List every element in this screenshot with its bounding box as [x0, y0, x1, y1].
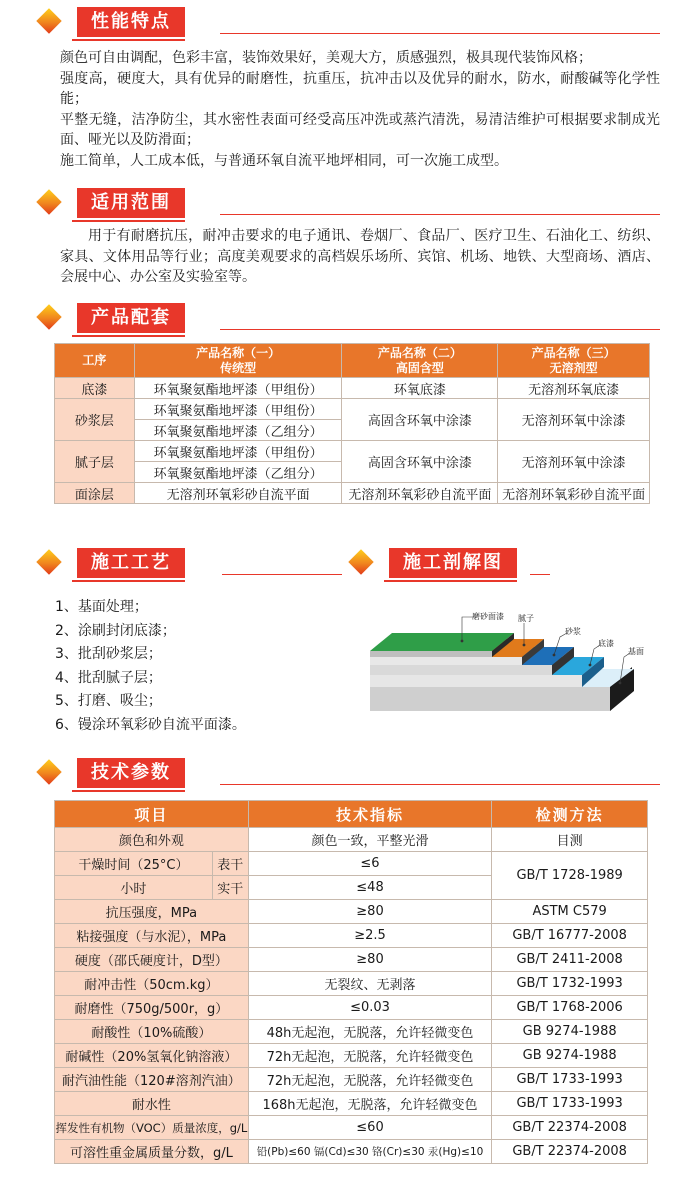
param-method: GB/T 1733-1993: [492, 1068, 648, 1092]
param-method: GB/T 16777-2008: [492, 924, 648, 948]
param-value: ≥80: [248, 948, 492, 972]
table-cell: 环氧聚氨酯地坪漆（甲组份）: [134, 378, 342, 399]
param-value: 颜色一致，平整光滑: [248, 828, 492, 852]
table-cell: 环氧聚氨酯地坪漆（甲组份）: [134, 399, 342, 420]
param-value: 48h无起泡，无脱落，允许轻微变色: [248, 1020, 492, 1044]
list-item: 5、打磨、吸尘；: [55, 693, 162, 709]
mortar-layer: [370, 665, 552, 675]
diamond-icon: [36, 189, 61, 214]
products-table: [54, 343, 650, 504]
label-base: 基面: [628, 647, 644, 656]
table-cell: 高固含环氧中涂漆: [342, 399, 498, 441]
param-value: 72h无起泡，无脱落，允许轻微变色: [248, 1068, 492, 1092]
table-row: [55, 900, 648, 924]
heading-rule: [220, 33, 660, 34]
list-item: 1、基面处理；: [55, 599, 148, 615]
params-table: [54, 800, 648, 1164]
param-value: ≤60: [248, 1116, 492, 1140]
features-title: 性能特点: [77, 7, 185, 37]
topcoat-surface: [370, 633, 514, 651]
table-row: [55, 441, 650, 462]
topcoat-side: [370, 651, 492, 657]
header-cell: 技术指标: [248, 801, 492, 828]
header-cell: 检测方法: [492, 801, 648, 828]
param-subitem: 表干: [212, 852, 248, 876]
param-method: GB/T 1768-2006: [492, 996, 648, 1020]
param-value: ≤0.03: [248, 996, 492, 1020]
label-mortar: 砂浆: [565, 627, 581, 636]
table-cell: 无溶剂环氧彩砂自流平面: [134, 483, 342, 504]
row-label: 腻子层: [55, 441, 135, 483]
table-row: [55, 378, 650, 399]
table-cell: 无溶剂环氧中涂漆: [498, 441, 650, 483]
param-value: 72h无起泡，无脱落，允许轻微变色: [248, 1044, 492, 1068]
leader-dot: [461, 640, 464, 643]
param-method: GB/T 22374-2008: [492, 1116, 648, 1140]
heading-rule: [530, 574, 550, 575]
param-method: GB/T 22374-2008: [492, 1140, 648, 1164]
feature-paragraph: 施工简单，人工成本低，与普通环氧自流平地坪相同，可一次施工成型。: [60, 152, 508, 169]
scope-title: 适用范围: [77, 188, 185, 218]
param-item: 耐水性: [55, 1092, 249, 1116]
table-cell: 无溶剂环氧彩砂自流平面: [498, 483, 650, 504]
list-item: 2、涂刷封闭底漆；: [55, 622, 176, 639]
layer-diagram: [362, 605, 662, 730]
diamond-icon: [36, 549, 61, 574]
heading-rule: [220, 329, 660, 330]
row-label: 底漆: [55, 378, 135, 399]
table-row: [55, 483, 650, 504]
param-item: 耐碱性（20%氢氧化钠溶液）: [55, 1044, 249, 1068]
table-cell: 环氧聚氨酯地坪漆（乙组分）: [134, 420, 342, 441]
table-cell: 无溶剂环氧彩砂自流平面: [342, 483, 498, 504]
param-value: ≥80: [248, 900, 492, 924]
feature-paragraph: 颜色可自由调配，色彩丰富，装饰效果好，美观大方，质感强烈，极具现代装饰风格；: [60, 50, 592, 66]
leader-dot: [589, 664, 592, 667]
param-method: 目测: [492, 828, 648, 852]
table-row: [55, 1092, 648, 1116]
header-cell: 工序: [55, 344, 135, 378]
list-item: 4、批刮腻子层；: [55, 669, 162, 686]
param-item: 耐汽油性能（120#溶剂汽油）: [55, 1068, 249, 1092]
leader-dot: [553, 654, 556, 657]
leader-dot: [523, 644, 526, 647]
putty-layer: [370, 657, 522, 665]
primer-layer: [370, 675, 582, 687]
list-item: 3、批刮砂浆层；: [55, 646, 162, 662]
param-method: GB 9274-1988: [492, 1044, 648, 1068]
feature-paragraph: 平整无缝，洁净防尘，其水密性表面可经受高压冲洗或蒸汽清洗，易清洁维护可根据要求制成光面、哑光以及防滑面；: [60, 111, 660, 148]
diamond-icon: [348, 549, 373, 574]
table-cell: 无溶剂环氧中涂漆: [498, 399, 650, 441]
table-cell: 无溶剂环氧底漆: [498, 378, 650, 399]
param-method: GB/T 1728-1989: [492, 852, 648, 900]
row-label: 面涂层: [55, 483, 135, 504]
table-row: [55, 948, 648, 972]
table-row: [55, 996, 648, 1020]
param-value: 168h无起泡，无脱落，允许轻微变色: [248, 1092, 492, 1116]
table-row: [55, 1116, 648, 1140]
param-method: GB/T 1732-1993: [492, 972, 648, 996]
table-cell: 环氧聚氨酯地坪漆（甲组份）: [134, 441, 342, 462]
param-subitem: 实干: [212, 876, 248, 900]
label-topcoat: 磨砂面漆: [472, 612, 504, 621]
param-method: ASTM C579: [492, 900, 648, 924]
table-header-row: [55, 801, 648, 828]
param-item: 小时: [55, 876, 213, 900]
param-item: 硬度（邵氏硬度计，D型）: [55, 948, 249, 972]
table-row: [55, 1068, 648, 1092]
param-item: 干燥时间（25°C）: [55, 852, 213, 876]
diagram-title: 施工剖解图: [389, 548, 517, 578]
leader-dot: [619, 682, 622, 685]
header-cell: 产品名称（一） 传统型: [134, 344, 342, 378]
features-text: [60, 48, 660, 171]
table-row: [55, 828, 648, 852]
base-slab: [370, 687, 610, 711]
diamond-icon: [36, 8, 61, 33]
scope-text: [60, 226, 660, 288]
process-title: 施工工艺: [77, 548, 185, 578]
param-method: GB/T 1733-1993: [492, 1092, 648, 1116]
param-method: GB/T 2411-2008: [492, 948, 648, 972]
param-value: ≤48: [248, 876, 492, 900]
products-title: 产品配套: [77, 303, 185, 333]
label-primer: 底漆: [598, 639, 614, 648]
heading-rule: [220, 214, 660, 215]
diamond-icon: [36, 304, 61, 329]
header-cell: 项目: [55, 801, 249, 828]
header-cell: 产品名称（二） 高固含型: [342, 344, 498, 378]
table-cell: 环氧底漆: [342, 378, 498, 399]
param-value: ≥2.5: [248, 924, 492, 948]
process-steps: [55, 596, 246, 737]
param-item: 耐磨性（750g/500r，g）: [55, 996, 249, 1020]
table-header-row: [55, 344, 650, 378]
row-label: 砂浆层: [55, 399, 135, 441]
label-putty: 腻子: [518, 614, 534, 623]
table-cell: 高固含环氧中涂漆: [342, 441, 498, 483]
diamond-icon: [36, 759, 61, 784]
param-item: 抗压强度，MPa: [55, 900, 249, 924]
param-item: 颜色和外观: [55, 828, 249, 852]
param-item: 可溶性重金属质量分数，g/L: [55, 1140, 249, 1164]
params-title: 技术参数: [77, 758, 185, 788]
table-row: [55, 972, 648, 996]
table-row: [55, 1140, 648, 1164]
param-item: 耐冲击性（50cm.kg）: [55, 972, 249, 996]
param-item: 粘接强度（与水泥），MPa: [55, 924, 249, 948]
param-item: 挥发性有机物（VOC）质量浓度，g/L: [55, 1116, 249, 1140]
param-method: GB 9274-1988: [492, 1020, 648, 1044]
heading-rule: [220, 784, 660, 785]
table-cell: 环氧聚氨酯地坪漆（乙组分）: [134, 462, 342, 483]
param-value: 无裂纹、无剥落: [248, 972, 492, 996]
param-item: 耐酸性（10%硫酸）: [55, 1020, 249, 1044]
heading-rule: [222, 574, 342, 575]
table-row: [55, 1044, 648, 1068]
feature-paragraph: 强度高，硬度大，具有优异的耐磨性，抗重压，抗冲击以及优异的耐水，防水，耐酸碱等化学性能；: [60, 70, 660, 107]
table-row: [55, 1020, 648, 1044]
param-value: ≤6: [248, 852, 492, 876]
list-item: 6、镘涂环氧彩砂自流平面漆。: [55, 716, 246, 733]
table-row: [55, 852, 648, 876]
scope-paragraph: 用于有耐磨抗压，耐冲击要求的电子通讯、卷烟厂、食品厂、医疗卫生、石油化工、纺织、家具、文体用品等行业；高度美观要求的高档娱乐场所、宾馆、机场、地铁、大型商场、酒店、会展中心、办公室及实验室等。: [60, 228, 660, 285]
table-row: [55, 924, 648, 948]
header-cell: 产品名称（三） 无溶剂型: [498, 344, 650, 378]
param-value: 铅(Pb)≤60 镉(Cd)≤30 铬(Cr)≤30 汞(Hg)≤10: [248, 1140, 492, 1164]
table-row: [55, 399, 650, 420]
